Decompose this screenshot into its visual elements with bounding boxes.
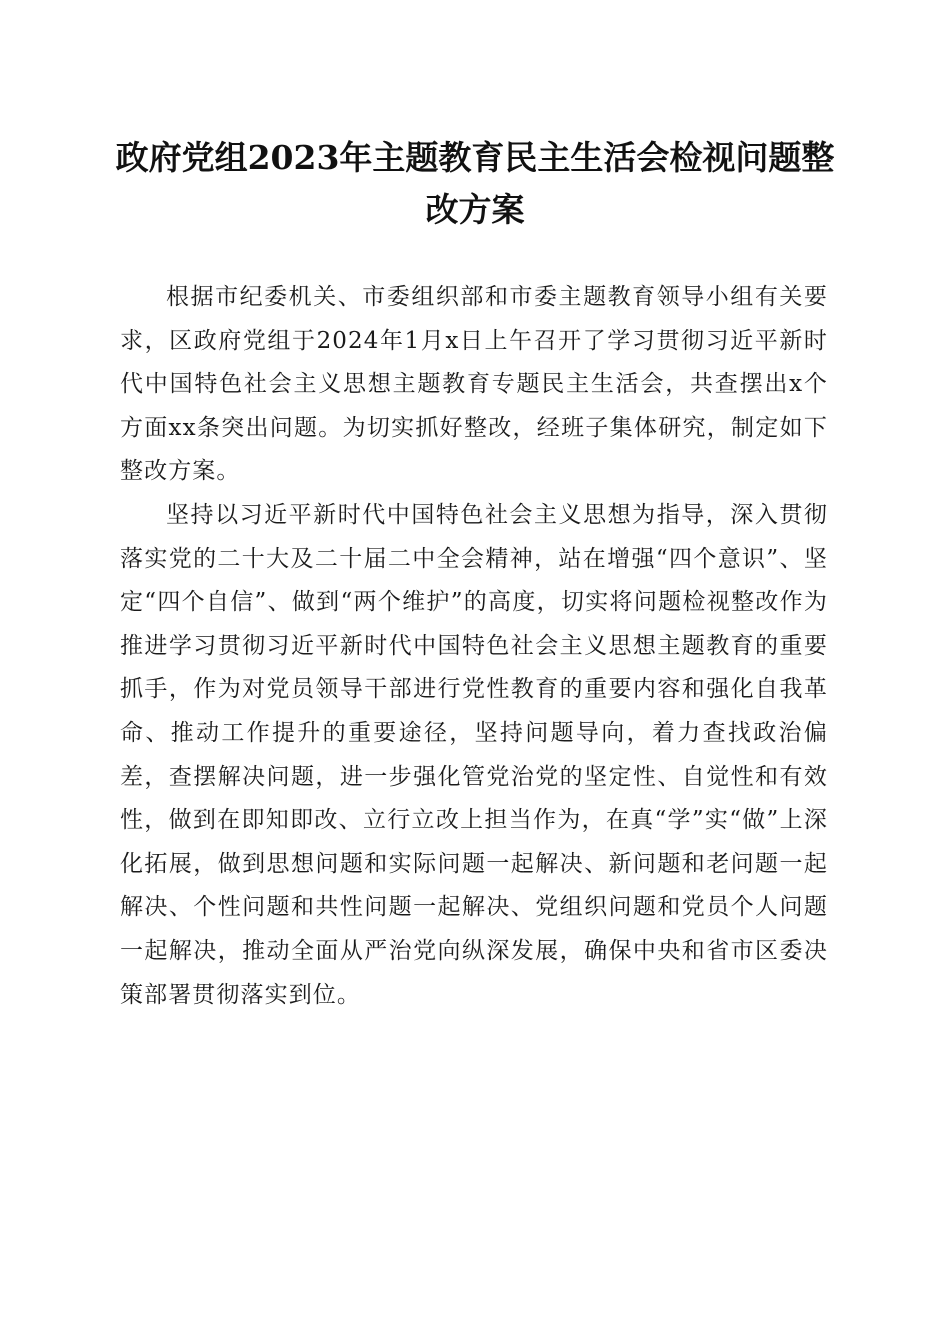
document-title: 政府党组2023年主题教育民主生活会检视问题整改方案 xyxy=(115,138,835,229)
paragraph-intro: 根据市纪委机关、市委组织部和市委主题教育领导小组有关要求，区政府党组于2024年1月x日上午召开了学习贯彻习近平新时代中国特色社会主义思想主题教育专题民主生活会，共查摆出x个方面xx条突出问题。为切实抓好整改，经班子集体研究，制定如下整改方案。 xyxy=(120,284,828,485)
document-body xyxy=(120,276,828,1017)
paragraph-guiding-principle: 坚持以习近平新时代中国特色社会主义思想为指导，深入贯彻落实党的二十大及二十届二中全会精神，站在增强“四个意识”、坚定“四个自信”、做到“两个维护”的高度，切实将问题检视整改作为推进学习贯彻习近平新时代中国特色社会主义思想主题教育的重要抓手，作为对党员领导干部进行党性教育的重要内容和强化自我革命、推动工作提升的重要途径，坚持问题导向，着力查找政治偏差，查摆解决问题，进一步强化管党治党的坚定性、自觉性和有效性，做到在即知即改、立行立改上担当作为，在真“学”实“做”上深化拓展，做到思想问题和实际问题一起解决、新问题和老问题一起解决、个性问题和共性问题一起解决、党组织问题和党员个人问题一起解决，推动全面从严治党向纵深发展，确保中央和省市区委决策部署贯彻落实到位。 xyxy=(120,501,828,1008)
